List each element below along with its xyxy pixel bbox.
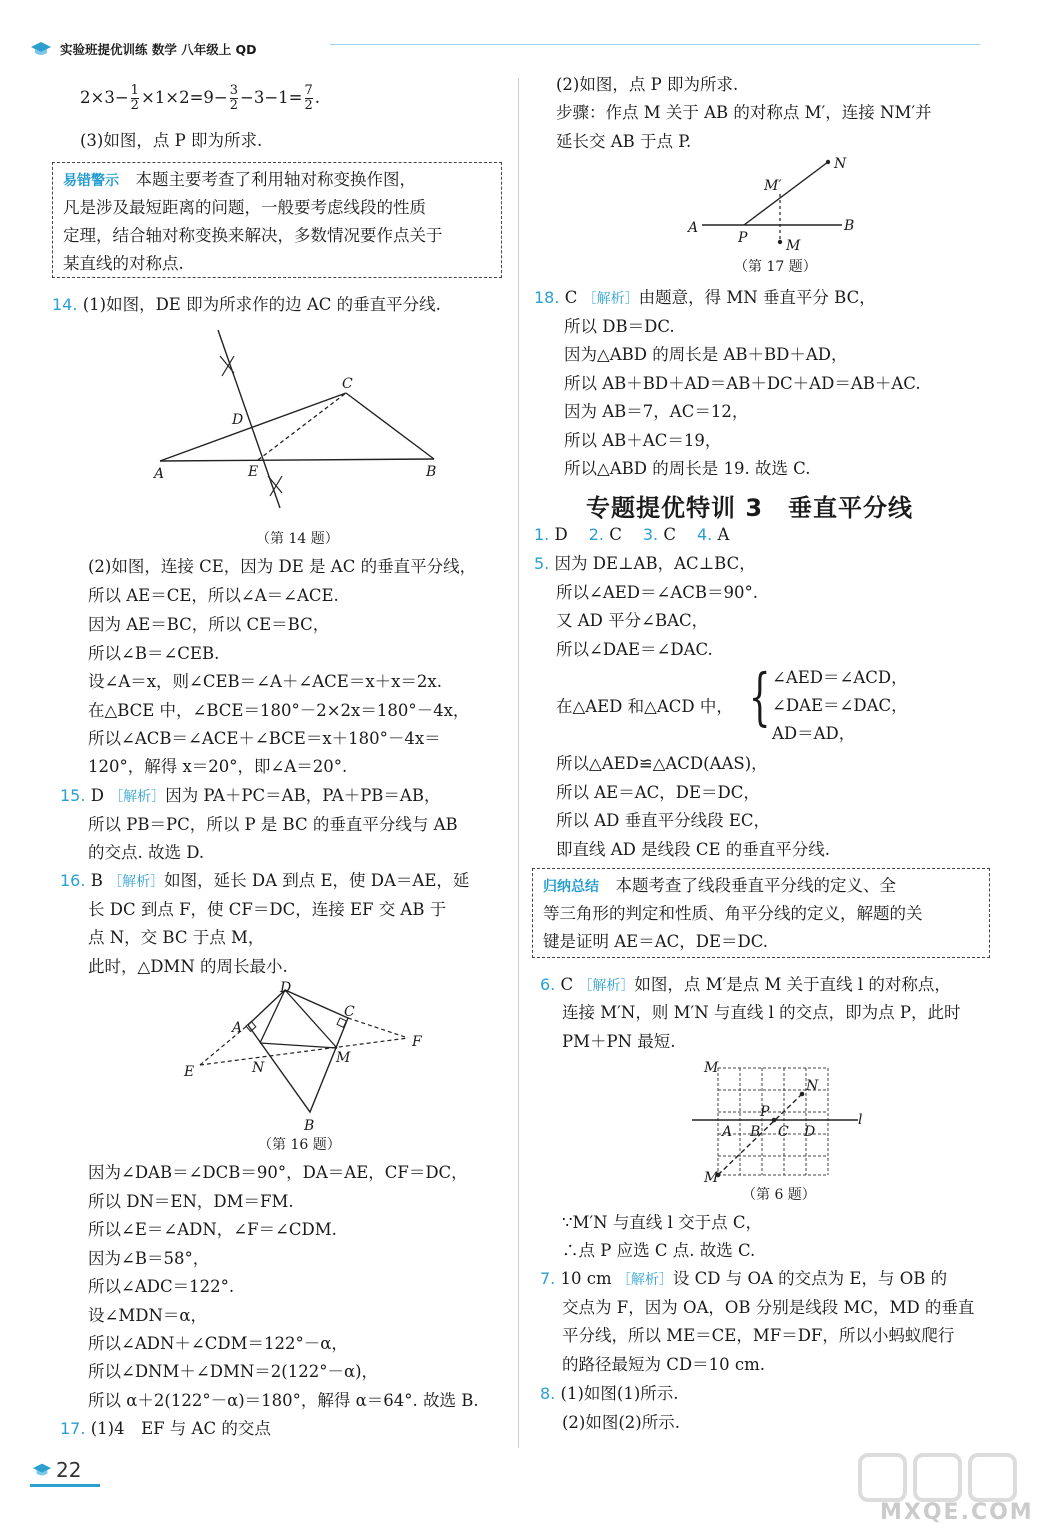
fig17-caption: （第 17 题） [734,259,817,275]
fig17-label-mprime: M′ [764,178,782,194]
fig6-label-b: B [750,1124,761,1140]
note-box-common-mistakes: 易错警示 本题主要考查了利用轴对称变换作图， 凡是涉及最短距离的问题，一般要考虑线段的性质 定理，结合轴对称变换来解决，多数情况要作点关于 某直线的对称点. [52,162,502,278]
q15-line-1: 15. D ［解析］因为 PA＋PC＝AB，PA＋PB＝AB， [60,786,441,805]
section-title: 专题提优特训 3 垂直平分线 [586,494,914,522]
fig16-label-f: F [412,1034,422,1050]
fig6-label-p: P [760,1104,770,1120]
note-box-summary: 归纳总结 本题考查了线段垂直平分线的定义、全 等三角形的判定和性质、角平分线的定义，解题的关 键是证明 AE＝AC，DE＝DC. [532,868,990,958]
page-header [30,40,257,58]
q8-line-1: 8. (1)如图(1)所示. [540,1384,679,1403]
fig16-caption: （第 16 题） [258,1137,341,1153]
fig6-label-c: C [778,1124,789,1140]
header-rule [330,44,980,45]
q6-line-1: 6. C ［解析］如图，点 M′是点 M 关于直线 l 的对称点， [540,975,951,994]
figure-16 [180,980,430,1135]
fig16-label-c: C [344,1004,355,1020]
fig6-label-mprime: M′ [704,1170,722,1186]
fig16-label-a: A [232,1020,243,1036]
left-line-1: 2×3− $\frac{1}{2}$ ×1×2=9− $\frac{3}{2}$ −3−1= $\frac{7}{2}$ . [80,83,321,113]
book-logo-icon [30,41,52,57]
figure-17 [682,150,862,255]
system-brace: { [748,660,771,733]
fig16-label-m: M [336,1050,351,1066]
page-number: 22 [32,1458,81,1482]
fig16-label-n: N [252,1060,265,1076]
header-title: 实验班提优训练 数学 八年级上 QD [60,42,257,57]
fig17-label-m: M [786,238,801,254]
fig16-label-e: E [184,1064,195,1080]
fig6-caption: （第 6 题） [742,1187,816,1203]
fig6-label-n: N [806,1078,819,1094]
q16-line-1: 16. B ［解析］如图，延长 DA 到点 E，使 DA＝AE，延 [60,871,470,890]
fig14-label-e: E [248,464,259,480]
fig6-label-l: l [858,1112,863,1128]
fig17-label-a: A [688,220,699,236]
column-divider [518,78,519,1448]
answers-row: 1. D 2. C 3. C 4. A [534,525,730,544]
q14-line-1: 14. (1)如图，DE 即为所求作的边 AC 的垂直平分线. [52,295,441,314]
page-logo-icon [32,1462,52,1478]
fig14-label-b: B [426,464,437,480]
figure-6 [688,1058,870,1186]
q17-line-1: 17. (1)4 EF 与 AC 的交点 [60,1419,271,1438]
fig16-label-b: B [304,1118,315,1134]
fig17-label-b: B [844,218,855,234]
fig16-label-d: D [280,980,292,996]
note-label: 易错警示 [63,173,119,189]
fig14-caption: （第 14 题） [256,531,339,547]
fig17-label-p: P [738,230,748,246]
q18-line-1: 18. C ［解析］由题意，得 MN 垂直平分 BC， [534,288,876,307]
fig6-label-a: A [722,1124,733,1140]
left-line-2: (3)如图，点 P 即为所求. [80,131,263,150]
page-number-bar [30,1484,100,1487]
q7-line-1: 7. 10 cm ［解析］设 CD 与 OA 的交点为 E，与 OB 的 [540,1269,948,1288]
fig14-label-a: A [154,466,165,482]
fig6-label-d: D [804,1124,816,1140]
fig17-label-n: N [834,156,847,172]
figure-14 [150,318,450,523]
fig6-label-m: M [704,1060,719,1076]
fig14-label-c: C [342,376,353,392]
watermark-text: MXQE.COM [880,1500,1034,1525]
fig14-label-d: D [232,412,244,428]
q5-line-1: 5. 因为 DE⊥AB，AC⊥BC， [534,554,756,573]
note-label: 归纳总结 [543,879,599,895]
